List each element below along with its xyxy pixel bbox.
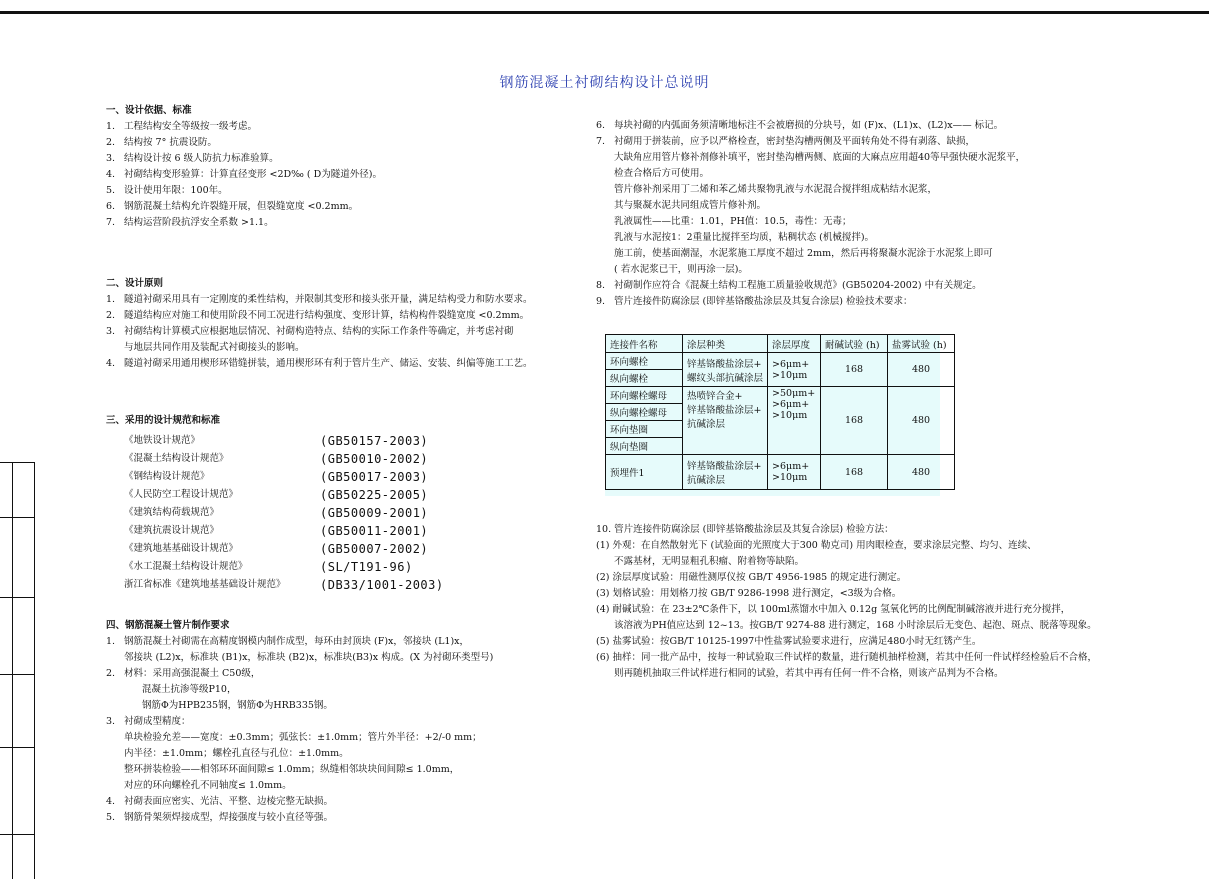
table-header-row xyxy=(606,335,955,353)
list-item xyxy=(596,230,1025,246)
list-item xyxy=(596,246,1025,262)
thickness-cell xyxy=(768,353,821,387)
list-item xyxy=(106,151,382,167)
standard-name: 《建筑抗震设计规范》 xyxy=(124,525,220,536)
standard-row xyxy=(124,451,444,469)
item-number: 2. xyxy=(106,137,116,148)
thickness-line: >10μm xyxy=(772,369,808,381)
item-number: 5. xyxy=(106,812,116,823)
title-block-rule xyxy=(0,747,34,748)
item-number: 9. xyxy=(596,296,606,307)
item-text: 该溶液为PH值应达到 12~13。按GB/T 9274-88 进行测定，168 小时涂层后无变色、起泡、斑点、脱落等现象。 xyxy=(614,620,1097,631)
item-text: 则再随机抽取三件试样进行相同的试验，若其中再有任何一件不合格，则该产品判为不合格。 xyxy=(614,668,1004,679)
list-item xyxy=(106,340,533,356)
item-text: 大缺角应用管片修补剂修补填平，密封垫沟槽两侧、底面的大麻点应用超40等早强快硬水泥浆平， xyxy=(614,152,1026,163)
right-column-bottom xyxy=(596,522,1097,682)
item-text: 乳液属性——比重：1.01，PH值：10.5，毒性：无毒； xyxy=(614,216,852,227)
list-item xyxy=(106,308,533,324)
item-number: 3. xyxy=(106,153,116,164)
thickness-line: >6μm+ xyxy=(772,461,810,472)
list-item xyxy=(596,278,1025,294)
part-name-cell: 环向垫圈 xyxy=(606,421,683,438)
list-item xyxy=(106,682,493,698)
section-4-list xyxy=(106,634,493,826)
item-number: 6. xyxy=(596,120,606,131)
right-column-top xyxy=(596,118,1025,310)
coating-cell xyxy=(683,387,768,455)
item-text: 邻接块 (L2)x，标准块 (B1)x，标准块 (B2)x，标准块(B3)x 构成。(X 为衬砌环类型号) xyxy=(124,652,494,663)
item-text: 设计使用年限：100年。 xyxy=(124,185,228,196)
part-name-cell: 环向螺栓螺母 xyxy=(606,387,683,404)
item-text: (6) 抽样：同一批产品中，按每一种试验取三件试样的数量，进行随机抽样检测，若其中任何一件试样经检验后不合格， xyxy=(596,652,1097,663)
list-item xyxy=(596,538,1097,554)
list-item xyxy=(106,650,493,666)
section-1-list xyxy=(106,119,382,231)
standard-code: (GB50011-2001) xyxy=(320,524,429,538)
standard-row xyxy=(124,577,444,595)
list-item xyxy=(596,118,1025,134)
standard-name: 《建筑地基基础设计规范》 xyxy=(124,543,239,554)
thickness-line: >6μm+ xyxy=(772,399,810,410)
coating-line: 抗碱涂层 xyxy=(687,475,726,486)
list-item xyxy=(106,167,382,183)
item-text: 施工前，使基面潮湿，水泥浆施工厚度不超过 2mm，然后再将聚凝水泥涂于水泥浆上即可 xyxy=(614,248,993,259)
item-text: 内半径：±1.0mm；螺栓孔直径与孔位：±1.0mm。 xyxy=(124,748,349,759)
list-item xyxy=(596,262,1025,278)
standard-code: (GB50009-2001) xyxy=(320,506,429,520)
standard-code: (SL/T191-96) xyxy=(320,560,413,574)
thickness-line: >10μm xyxy=(772,410,808,421)
item-text: 单块检验允差——宽度：±0.3mm；弧弦长：±1.0mm；管片外半径：+2/-0 mm； xyxy=(124,732,482,743)
page-title: 钢筋混凝土衬砌结构设计总说明 xyxy=(499,75,710,91)
section-3-title: 三、采用的设计规范和标准 xyxy=(106,415,221,426)
standard-name: 《建筑结构荷载规范》 xyxy=(124,507,220,518)
alkali-cell: 168 xyxy=(821,387,888,455)
item-number: 4. xyxy=(106,358,116,369)
item-text: 对应的环向螺栓孔不同轴度≤ 1.0mm。 xyxy=(124,780,292,791)
item-text: 钢筋Φ为HPB235钢，钢筋Φ为HRB335钢。 xyxy=(142,700,333,711)
part-name-cell: 纵向垫圈 xyxy=(606,438,683,455)
item-text: 检查合格后方可使用。 xyxy=(614,168,710,179)
header-cell: 连接件名称 xyxy=(606,335,683,353)
item-text: 材料：采用高强混凝土 C50级， xyxy=(124,668,261,679)
alkali-cell: 168 xyxy=(821,455,888,490)
salt-cell: 480 xyxy=(888,455,955,490)
item-text: 管片修补剂采用丁二烯和苯乙烯共聚物乳液与水泥混合搅拌组成粘结水泥浆， xyxy=(614,184,938,195)
list-item xyxy=(106,183,382,199)
item-text: 隧道结构应对施工和使用阶段不同工况进行结构强度、变形计算，结构构件裂缝宽度 <0.2mm。 xyxy=(124,310,530,321)
header-cell: 盐雾试验 (h) xyxy=(888,335,955,353)
coating-line: 锌基铬酸盐涂层+ xyxy=(687,358,762,370)
list-item xyxy=(596,554,1097,570)
coating-cell xyxy=(683,455,768,490)
list-item xyxy=(596,522,1097,538)
standard-name: 《地铁设计规范》 xyxy=(124,435,201,446)
table-row xyxy=(606,387,955,404)
standard-code: (DB33/1001-2003) xyxy=(320,578,444,592)
standard-code: (GB50157-2003) xyxy=(320,434,429,448)
item-text: (4) 耐碱试验：在 23±2℃条件下，以 100ml蒸馏水中加入 0.12g 氢氧化钙的比例配制碱溶液并进行充分搅拌， xyxy=(596,604,1071,615)
standard-row xyxy=(124,487,444,505)
list-item xyxy=(596,214,1025,230)
item-number: 1. xyxy=(106,636,116,647)
header-cell: 耐碱试验 (h) xyxy=(821,335,888,353)
item-text: 10. 管片连接件防腐涂层 (即锌基铬酸盐涂层及其复合涂层) 检验方法： xyxy=(596,524,894,535)
list-item xyxy=(106,762,493,778)
list-item xyxy=(596,602,1097,618)
list-item xyxy=(596,166,1025,182)
standard-row xyxy=(124,559,444,577)
list-item xyxy=(106,119,382,135)
list-item xyxy=(106,730,493,746)
top-border-line xyxy=(0,11,1209,14)
list-item xyxy=(106,324,533,340)
coating-line: 热喷锌合金+ xyxy=(687,391,743,402)
item-text: 钢筋骨架须焊接成型，焊接强度与较小直径等强。 xyxy=(124,812,334,823)
salt-cell: 480 xyxy=(888,353,955,387)
item-text: (1) 外观：在自然散射光下 (试验面的光照度大于300 勒克司) 用肉眼检查，要求涂层完整、均匀、连续、 xyxy=(596,540,1037,551)
list-item xyxy=(596,650,1097,666)
item-text: 乳液与水泥按1：2重量比搅拌至均质，粘稠状态 (机械搅拌)。 xyxy=(614,232,875,243)
item-text: 与地层共同作用及装配式衬砌接头的影响。 xyxy=(124,342,305,353)
coating-spec-table xyxy=(605,334,955,490)
standard-row xyxy=(124,541,444,559)
left-column-s2 xyxy=(106,276,533,372)
item-number: 5. xyxy=(106,185,116,196)
salt-cell: 480 xyxy=(888,387,955,455)
item-text: 隧道衬砌采用具有一定刚度的柔性结构，并限制其变形和接头张开量，满足结构受力和防水要求。 xyxy=(124,294,533,305)
title-block-rule xyxy=(0,597,34,598)
table-row xyxy=(606,353,955,370)
title-block-divider xyxy=(12,462,13,879)
right-bottom-list xyxy=(596,522,1097,682)
item-text: ( 若水泥浆已干，则再涂一层)。 xyxy=(614,264,748,275)
item-number: 1. xyxy=(106,121,116,132)
part-name-cell: 纵向螺栓 xyxy=(606,370,683,387)
list-item xyxy=(596,134,1025,150)
standard-name: 《人民防空工程设计规范》 xyxy=(124,489,239,500)
part-name-cell: 预埋件1 xyxy=(606,455,683,490)
list-item xyxy=(106,135,382,151)
section-1-title: 一、设计依据、标准 xyxy=(106,105,192,116)
list-item xyxy=(106,698,493,714)
item-text: 钢筋混凝土结构允许裂缝开展，但裂缝宽度 <0.2mm。 xyxy=(124,201,359,212)
coating-cell xyxy=(683,353,768,387)
left-column-s3 xyxy=(106,413,444,595)
header-cell: 涂层厚度 xyxy=(768,335,821,353)
item-text: (5) 盐雾试验：按GB/T 10125-1997中性盐雾试验要求进行，应满足480小时无红锈产生。 xyxy=(596,636,982,647)
list-item xyxy=(596,294,1025,310)
list-item xyxy=(106,746,493,762)
item-text: 管片连接件防腐涂层 (即锌基铬酸盐涂层及其复合涂层) 检验技术要求： xyxy=(614,296,913,307)
list-item xyxy=(106,292,533,308)
coating-line: 抗碱涂层 xyxy=(687,419,726,430)
standard-row xyxy=(124,433,444,451)
thickness-cell xyxy=(768,455,821,490)
title-block-fragment xyxy=(0,462,35,879)
coating-line: 锌基铬酸盐涂层+ xyxy=(687,405,762,416)
standard-row xyxy=(124,469,444,487)
list-item xyxy=(106,714,493,730)
standard-name: 浙江省标准《建筑地基基础设计规范》 xyxy=(124,579,286,590)
item-text: 结构运营阶段抗浮安全系数 >1.1。 xyxy=(124,217,274,228)
item-text: 衬砌成型精度： xyxy=(124,716,191,727)
item-text: (3) 划格试验：用划格刀按 GB/T 9286-1998 进行测定，<3级为合格。 xyxy=(596,588,902,599)
item-text: 衬砌表面应密实、光洁、平整、边棱完整无缺损。 xyxy=(124,796,334,807)
item-text: 整环拼装检验——相邻环环面间隙≤ 1.0mm；纵缝相邻块块间间隙≤ 1.0mm， xyxy=(124,764,460,775)
section-4-title: 四、钢筋混凝土管片制作要求 xyxy=(106,620,230,631)
standard-name: 《水工混凝土结构设计规范》 xyxy=(124,561,248,572)
title-block-rule xyxy=(0,462,34,463)
thickness-line: >50μm+ xyxy=(772,388,816,399)
coating-line: 螺纹头部抗碱涂层 xyxy=(687,372,764,384)
list-item xyxy=(596,150,1025,166)
thickness-cell xyxy=(768,387,821,455)
list-item xyxy=(106,634,493,650)
item-number: 4. xyxy=(106,796,116,807)
item-text: 衬砌结构变形验算：计算直径变形 <2D‰ ( D为隧道外径)。 xyxy=(124,169,382,180)
item-number: 7. xyxy=(106,217,116,228)
part-name-cell: 环向螺栓 xyxy=(606,353,683,370)
standard-code: (GB50225-2005) xyxy=(320,488,429,502)
header-cell: 涂层种类 xyxy=(683,335,768,353)
list-item xyxy=(106,810,493,826)
list-item xyxy=(596,634,1097,650)
item-number: 8. xyxy=(596,280,606,291)
item-number: 3. xyxy=(106,326,116,337)
item-text: 衬砌用于拼装前，应予以严格检查，密封垫沟槽两侧及平面转角处不得有剥落、缺损， xyxy=(614,136,976,147)
list-item xyxy=(596,618,1097,634)
title-block-rule xyxy=(0,674,34,675)
section-3-list xyxy=(106,433,444,595)
thickness-line: >6μm+ xyxy=(772,358,810,370)
list-item xyxy=(106,778,493,794)
alkali-cell: 168 xyxy=(821,353,888,387)
item-text: 隧道衬砌采用通用楔形环错缝拼装，通用楔形环有利于管片生产、储运、安装、纠偏等施工工艺。 xyxy=(124,358,533,369)
item-text: 结构设计按 6 级人防抗力标准验算。 xyxy=(124,153,279,164)
item-text: 衬砌结构计算模式应根据地层情况、衬砌构造特点、结构的实际工作条件等确定，并考虑衬砌 xyxy=(124,326,514,337)
list-item xyxy=(106,199,382,215)
left-column xyxy=(106,103,382,231)
standard-row xyxy=(124,505,444,523)
list-item xyxy=(596,198,1025,214)
part-name-cell: 纵向螺栓螺母 xyxy=(606,404,683,421)
standard-name: 《钢结构设计规范》 xyxy=(124,471,210,482)
standard-code: (GB50010-2002) xyxy=(320,452,429,466)
standard-row xyxy=(124,523,444,541)
table-row xyxy=(606,455,955,490)
item-text: 其与聚凝水泥共同组成管片修补剂。 xyxy=(614,200,767,211)
right-top-list xyxy=(596,118,1025,310)
item-number: 4. xyxy=(106,169,116,180)
standard-code: (GB50007-2002) xyxy=(320,542,429,556)
item-number: 6. xyxy=(106,201,116,212)
title-block-rule xyxy=(0,834,34,835)
standard-code: (GB50017-2003) xyxy=(320,470,429,484)
list-item xyxy=(596,666,1097,682)
left-column-s4 xyxy=(106,618,493,826)
thickness-line: >10μm xyxy=(772,472,808,483)
item-number: 3. xyxy=(106,716,116,727)
list-item xyxy=(596,570,1097,586)
section-2-list xyxy=(106,292,533,372)
item-number: 2. xyxy=(106,310,116,321)
item-text: 结构按 7° 抗震设防。 xyxy=(124,137,217,148)
item-text: 混凝土抗渗等级P10， xyxy=(142,684,237,695)
list-item xyxy=(596,586,1097,602)
list-item xyxy=(106,215,382,231)
item-text: 每块衬砌的内弧面务须清晰地标注不会被磨损的分块号，如 (F)x、(L1)x、(L2)x—— 标记。 xyxy=(614,120,1004,131)
title-block-rule xyxy=(0,517,34,518)
item-text: 钢筋混凝土衬砌需在高精度钢模内制作成型，每环由封顶块 (F)x，邻接块 (L1)x， xyxy=(124,636,470,647)
section-2-title: 二、设计原则 xyxy=(106,278,164,289)
item-text: 工程结构安全等级按一级考虑。 xyxy=(124,121,258,132)
list-item xyxy=(106,356,533,372)
coating-line: 锌基铬酸盐涂层+ xyxy=(687,461,762,472)
item-text: 衬砌制作应符合《混凝土结构工程施工质量验收规范》(GB50204-2002) 中有关规定。 xyxy=(614,280,982,291)
item-number: 1. xyxy=(106,294,116,305)
item-number: 2. xyxy=(106,668,116,679)
item-text: 不露基材，无明显粗孔积瘤、附着物等缺陷。 xyxy=(614,556,805,567)
item-text: (2) 涂层厚度试验：用磁性测厚仪按 GB/T 4956-1985 的规定进行测定。 xyxy=(596,572,907,583)
item-number: 7. xyxy=(596,136,606,147)
standard-name: 《混凝土结构设计规范》 xyxy=(124,453,229,464)
list-item xyxy=(596,182,1025,198)
list-item xyxy=(106,794,493,810)
list-item xyxy=(106,666,493,682)
